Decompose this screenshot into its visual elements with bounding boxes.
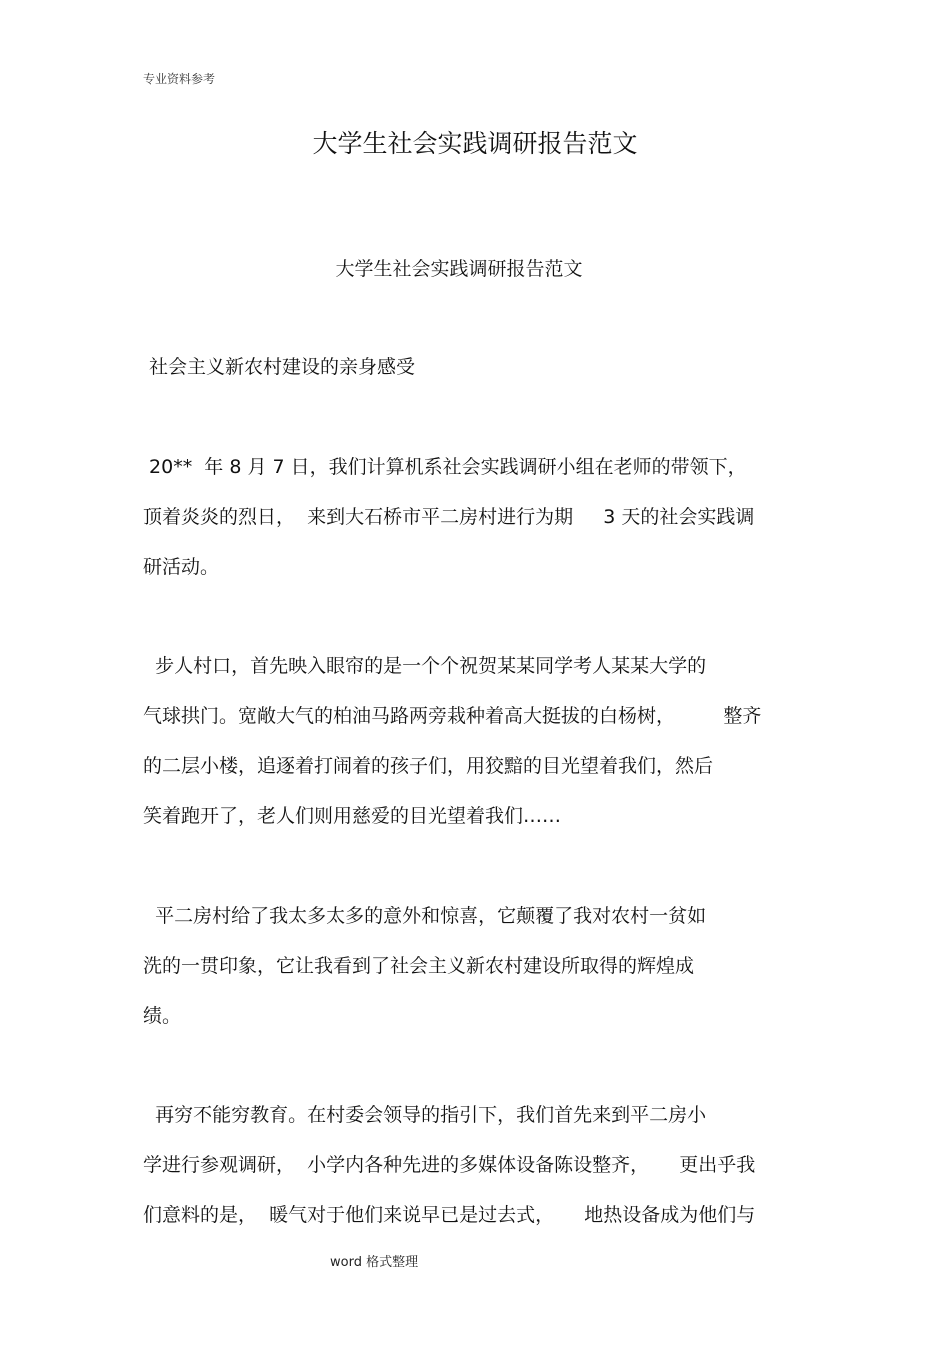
paragraph-2-line-3: 的二层小楼，追逐着打闹着的孩子们，用狡黯的目光望着我们，然后 <box>143 755 714 777</box>
paragraph-2-line-4: 笑着跑开了，老人们则用慈爱的目光望着我们…… <box>143 805 562 827</box>
paragraph-3-line-1: 平二房村给了我太多太多的意外和惊喜，它颠覆了我对农村一贫如 <box>143 905 707 927</box>
paragraph-1-line-2: 顶着炎炎的烈日， 来到大石桥市平二房村进行为期 3 天的社会实践调 <box>143 506 755 528</box>
paragraph-4-line-2: 学进行参观调研， 小学内各种先进的多媒体设备陈设整齐， 更出乎我 <box>143 1154 756 1176</box>
section-heading: 社会主义新农村建设的亲身感受 <box>143 356 416 378</box>
footer-label: word 格式整理 <box>330 1255 419 1270</box>
document-title: 大学生社会实践调研报告范文 <box>312 129 638 158</box>
paragraph-4-line-3: 们意料的是， 暖气对于他们来说早已是过去式， 地热设备成为他们与 <box>143 1204 756 1226</box>
paragraph-2-line-1: 步人村口，首先映入眼帘的是一个个祝贺某某同学考人某某大学的 <box>143 655 707 677</box>
paragraph-1-line-1: 20** 年 8 月 7 日，我们计算机系社会实践调研小组在老师的带领下， <box>143 456 747 478</box>
paragraph-3-line-3: 绩。 <box>143 1005 182 1027</box>
header-label: 专业资料参考 <box>143 72 216 86</box>
paragraph-4-line-1: 再穷不能穷教育。在村委会领导的指引下，我们首先来到平二房小 <box>143 1104 707 1126</box>
paragraph-1-line-3: 研活动。 <box>143 556 220 578</box>
paragraph-3-line-2: 洗的一贯印象，它让我看到了社会主义新农村建设所取得的辉煌成 <box>143 955 695 977</box>
paragraph-2-line-2: 气球拱门。宽敞大气的柏油马路两旁栽种着高大挺拔的白杨树， 整齐 <box>143 705 762 727</box>
document-subtitle: 大学生社会实践调研报告范文 <box>335 258 583 280</box>
